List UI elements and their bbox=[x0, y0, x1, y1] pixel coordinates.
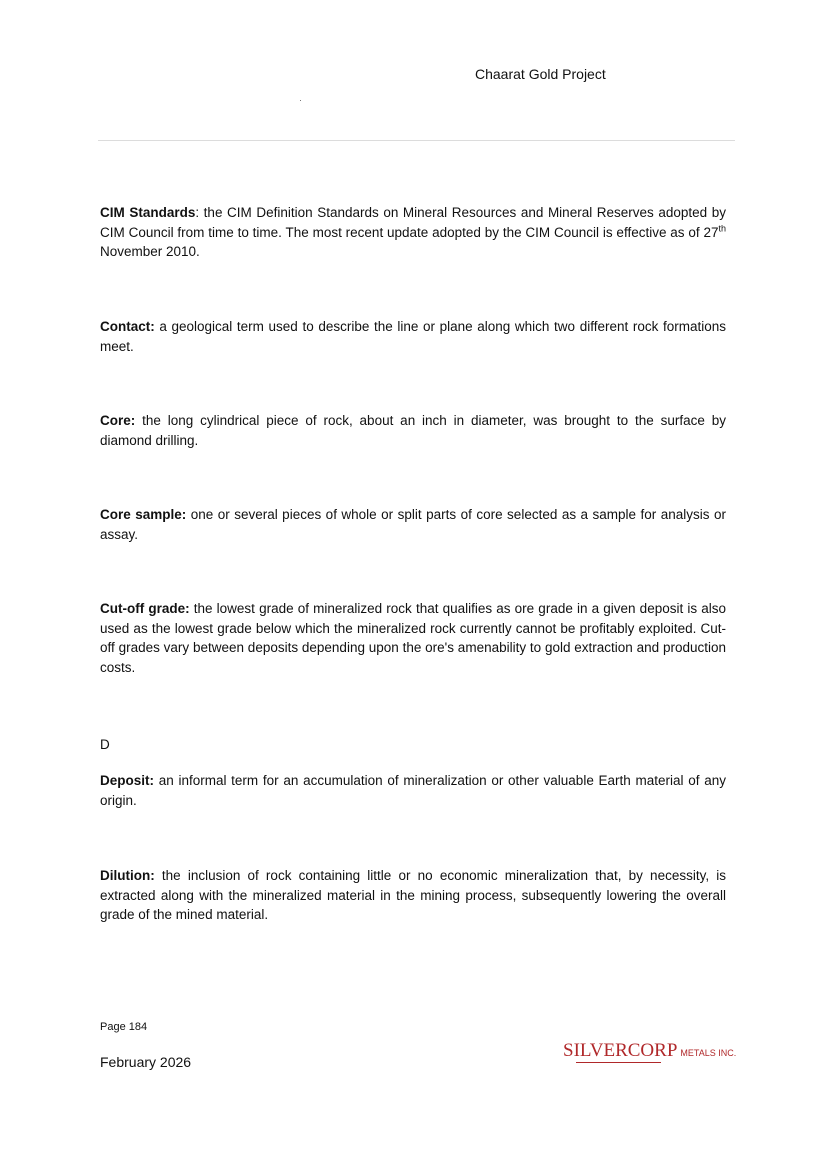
glossary-term: Cut-off grade: bbox=[100, 601, 190, 616]
glossary-definition: a geological term used to describe the line or plane along which two different rock formations meet. bbox=[100, 319, 726, 354]
glossary-entry-core-sample bbox=[100, 505, 726, 544]
glossary-definition: the inclusion of rock containing little or no economic mineralization that, by necessity, is extracted along with the mineralized material in the mining process, subsequently lowering the overall grade of the mined material. bbox=[100, 868, 726, 922]
glossary-definition: an informal term for an accumulation of mineralization or other valuable Earth material of any origin. bbox=[100, 773, 726, 808]
glossary-term: Deposit: bbox=[100, 773, 154, 788]
glossary-definition: the long cylindrical piece of rock, about an inch in diameter, was brought to the surface by diamond drilling. bbox=[100, 413, 726, 448]
term-separator: : bbox=[195, 205, 200, 220]
glossary-term: Core: bbox=[100, 413, 136, 428]
logo-underline bbox=[576, 1062, 661, 1063]
header-dot bbox=[300, 100, 301, 101]
glossary-entry-deposit bbox=[100, 771, 726, 810]
glossary-definition: one or several pieces of whole or split parts of core selected as a sample for analysis or assay. bbox=[100, 507, 726, 542]
glossary-entry-cim-standards bbox=[100, 203, 726, 262]
logo-main-text: SILVERCORP bbox=[563, 1040, 678, 1061]
glossary-entry-dilution bbox=[100, 866, 726, 925]
glossary-term: Core sample: bbox=[100, 507, 187, 522]
glossary-term: Dilution: bbox=[100, 868, 155, 883]
glossary-entry-core bbox=[100, 411, 726, 450]
silvercorp-logo bbox=[563, 1040, 736, 1062]
ordinal-suffix: th bbox=[718, 223, 726, 233]
page-header-title: Chaarat Gold Project bbox=[475, 66, 606, 82]
glossary-definition: the lowest grade of mineralized rock that qualifies as ore grade in a given deposit is also used as the lowest grade below which the mineralized rock currently cannot be profitably exploited. Cut-off grades vary between deposits depending upon the ore's amenability to gold extraction and production costs. bbox=[100, 601, 727, 675]
header-divider bbox=[98, 140, 735, 141]
logo-sub-text: METALS INC. bbox=[680, 1048, 737, 1058]
glossary-definition-end: November 2010. bbox=[100, 244, 200, 259]
page-number: Page 184 bbox=[100, 1021, 148, 1033]
glossary-term: Contact: bbox=[100, 319, 155, 334]
section-letter: D bbox=[100, 737, 110, 752]
glossary-definition: the CIM Definition Standards on Mineral Resources and Mineral Reserves adopted by CIM Council from time to time. The most recent update adopted by the CIM Council is effective as of 27 bbox=[100, 205, 727, 240]
glossary-term: CIM Standards bbox=[100, 205, 196, 220]
footer-date: February 2026 bbox=[100, 1054, 192, 1070]
glossary-entry-contact bbox=[100, 317, 726, 356]
glossary-entry-cut-off-grade bbox=[100, 599, 726, 677]
